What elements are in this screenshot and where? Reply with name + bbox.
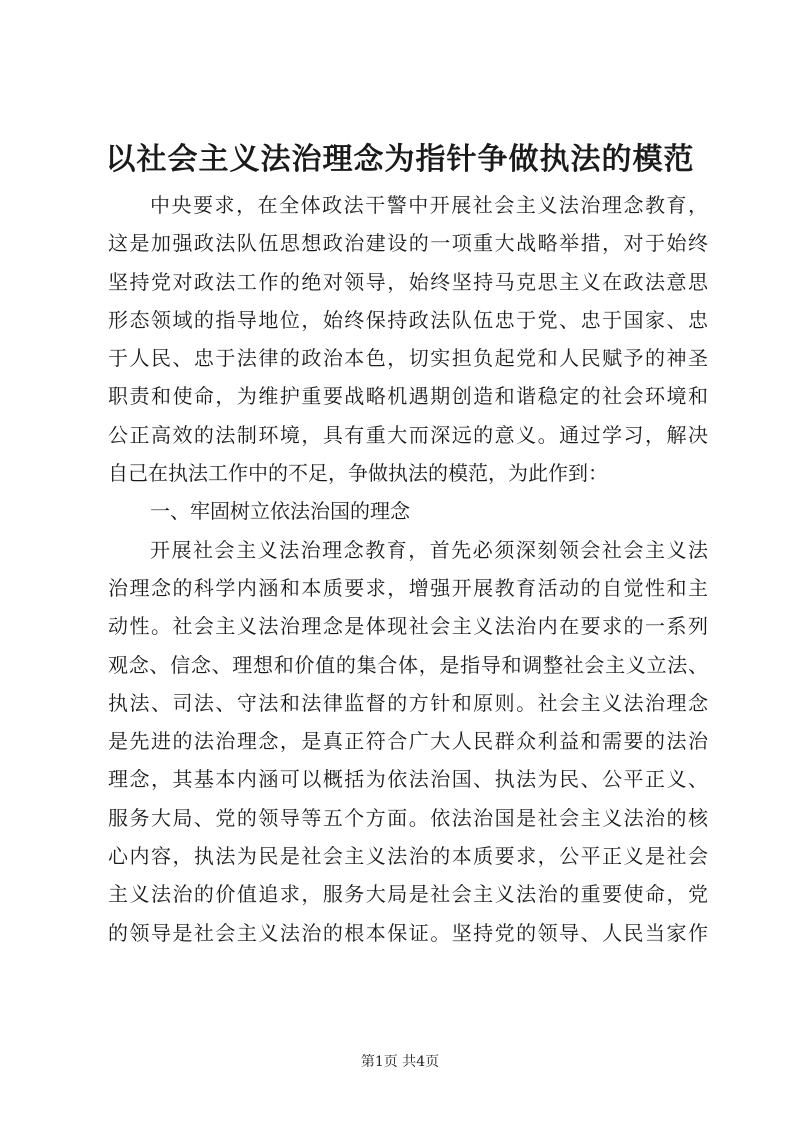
section-heading: 一、牢固树立依法治国的理念: [150, 499, 410, 524]
text-line: 职责和使命，为维护重要战略机遇期创造和谐稳定的社会环境和: [108, 384, 708, 409]
text-line: 主义法治的价值追求，服务大局是社会主义法治的重要使命，党: [108, 882, 708, 907]
text-line: 治理念的科学内涵和本质要求，增强开展教育活动的自觉性和主: [108, 575, 708, 600]
text-line: 观念、信念、理想和价值的集合体，是指导和调整社会主义立法、: [108, 652, 708, 677]
text-line: 自己在执法工作中的不足，争做执法的模范，为此作到：: [108, 461, 608, 486]
text-line: 的领导是社会主义法治的根本保证。坚持党的领导、人民当家作: [108, 920, 708, 945]
text-line: 是先进的法治理念，是真正符合广大人民群众利益和需要的法治: [108, 729, 708, 754]
text-line: 理念，其基本内涵可以概括为依法治国、执法为民、公平正义、: [108, 767, 708, 792]
document-title: 以社会主义法治理念为指针争做执法的模范: [105, 142, 695, 177]
text-line: 开展社会主义法治理念教育，首先必须深刻领会社会主义法: [150, 537, 708, 562]
document-body: [108, 186, 708, 952]
text-line: 坚持党对政法工作的绝对领导，始终坚持马克思主义在政法意思: [108, 269, 708, 294]
text-line: 中央要求，在全体政法干警中开展社会主义法治理念教育，: [150, 193, 708, 217]
text-line: 执法、司法、守法和法律监督的方针和原则。社会主义法治理念: [108, 690, 708, 715]
text-line: 形态领域的指导地位，始终保持政法队伍忠于党、忠于国家、忠: [108, 307, 708, 332]
text-line: 于人民、忠于法律的政治本色，切实担负起党和人民赋予的神圣: [108, 346, 708, 371]
text-line: 服务大局、党的领导等五个方面。依法治国是社会主义法治的核: [108, 805, 708, 830]
page-number-footer: 第1页 共4页: [360, 1054, 440, 1070]
text-line: 心内容，执法为民是社会主义法治的本质要求，公平正义是社会: [108, 844, 708, 869]
text-line: 这是加强政法队伍思想政治建设的一项重大战略举措，对于始终: [108, 231, 708, 256]
text-line: 公正高效的法制环境，具有重大而深远的意义。通过学习，解决: [108, 422, 708, 447]
text-line: 动性。社会主义法治理念是体现社会主义法治内在要求的一系列: [108, 614, 708, 639]
